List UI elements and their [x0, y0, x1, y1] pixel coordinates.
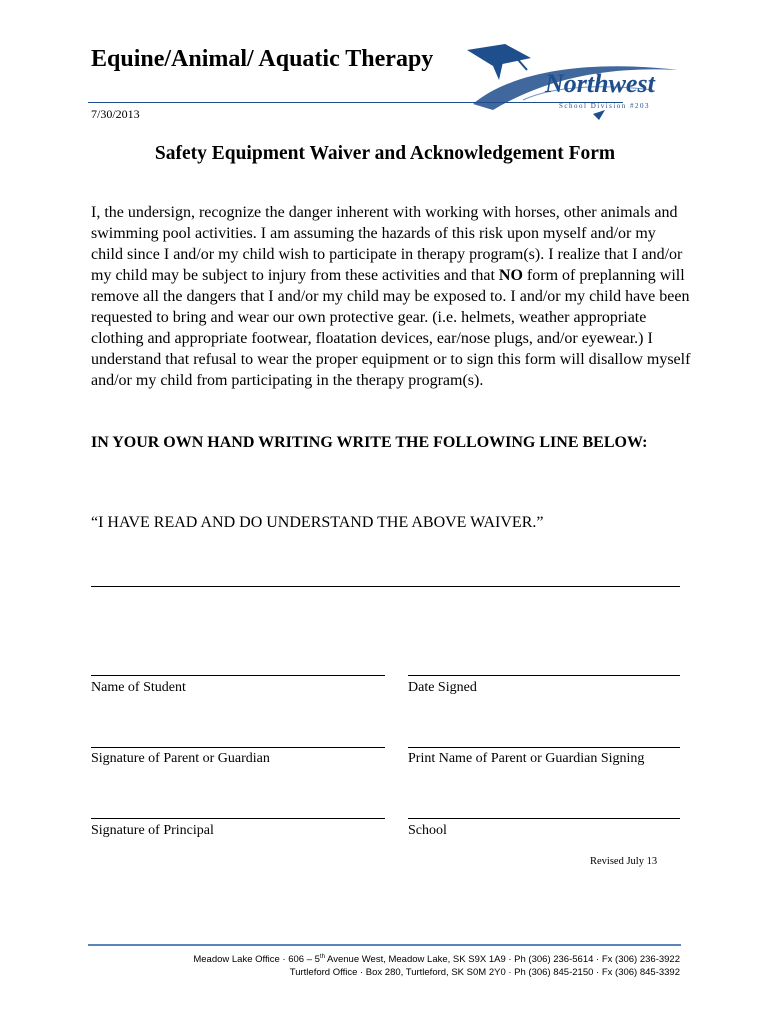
footer	[120, 951, 680, 979]
principal-signature-label: Signature of Principal	[91, 823, 214, 838]
footer-meadow-lake-office: Meadow Lake Office · 606 – 5th Avenue West, Meadow Lake, SK S9X 1A9 · Ph (306) 236-5614 · Fx (306) 236-3922	[193, 954, 680, 966]
parent-signature-line[interactable]	[91, 747, 385, 748]
revised-date: Revised July 13	[590, 856, 658, 867]
northwest-logo	[453, 40, 693, 122]
footer-turtleford-office: Turtleford Office · Box 280, Turtleford, SK S0M 2Y0 · Ph (306) 845-2150 · Fx (306) 845-3392	[289, 967, 680, 979]
school-label: School	[408, 823, 447, 838]
logo-subtitle: School Division #203	[559, 102, 651, 110]
acknowledgement-quote: “I HAVE READ AND DO UNDERSTAND THE ABOVE WAIVER.”	[91, 514, 544, 531]
date-signed-label: Date Signed	[408, 680, 477, 695]
handwriting-instruction: IN YOUR OWN HAND WRITING WRITE THE FOLLOWING LINE BELOW:	[91, 434, 648, 451]
school-line[interactable]	[408, 818, 680, 819]
waiver-paragraph	[91, 202, 691, 391]
document-date: 7/30/2013	[91, 107, 140, 121]
parent-print-name-line[interactable]	[408, 747, 680, 748]
parent-print-name-label: Print Name of Parent or Guardian Signing	[408, 751, 645, 766]
waiver-text-part2: form of preplanning will remove all the dangers that I and/or my child may be exposed to. I and/or my child have been requested to bring and wear our own protective gear. (i.e. helmets, weather appropriate clothing and appropriate footwear, floatation devices, ear/nose plugs, and/or eyewear.) I understand that refusal to wear the proper equipment or to sign this form will disallow myself and/or my child from participating in the therapy program(s).	[91, 267, 691, 389]
student-name-line[interactable]	[91, 675, 385, 676]
logo-wordmark: Northwest	[545, 69, 655, 98]
date-signed-line[interactable]	[408, 675, 680, 676]
waiver-emphasis: NO	[498, 267, 523, 284]
student-name-label: Name of Student	[91, 680, 186, 695]
handwriting-line[interactable]	[91, 586, 680, 587]
parent-signature-label: Signature of Parent or Guardian	[91, 751, 270, 766]
document-title: Equine/Animal/ Aquatic Therapy	[91, 46, 434, 72]
waiver-text-part1: I, the undersign, recognize the danger inherent with working with horses, other animals and swimming pool activities. I am assuming the hazards of this risk upon myself and/or my child since I and/or my child wish to participate in therapy program(s). I realize that I and/or my child may be subject to injury from these activities and that	[91, 204, 683, 284]
principal-signature-line[interactable]	[91, 818, 385, 819]
form-title: Safety Equipment Waiver and Acknowledgement Form	[154, 143, 616, 164]
footer-rule	[88, 944, 681, 946]
